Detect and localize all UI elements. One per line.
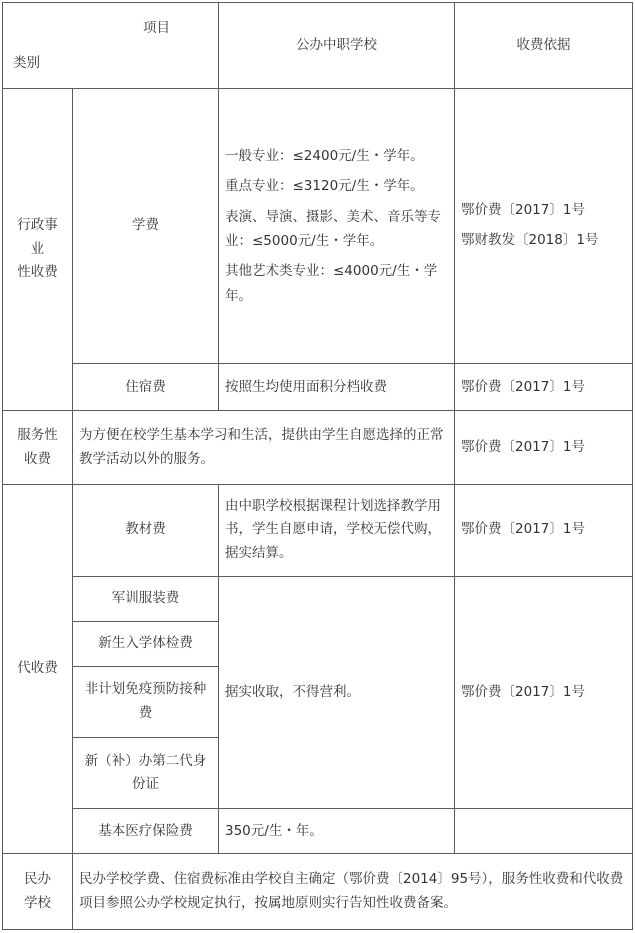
tuition-label: 学费	[73, 88, 219, 364]
agency-item-health-check: 新生入学体检费	[73, 621, 219, 666]
textbook-basis: 鄂价费〔2017〕1号	[455, 484, 633, 576]
category-service-line: 服务性	[17, 426, 58, 443]
tuition-basis	[455, 88, 633, 364]
tuition-basis-line: 鄂财教发〔2018〕1号	[461, 232, 599, 249]
category-private-line: 学校	[24, 894, 51, 911]
accommodation-standard: 按照生均使用面积分档收费	[219, 364, 455, 411]
header-diagonal-cell	[3, 3, 219, 89]
header-public-school: 公办中职学校	[219, 3, 455, 89]
agency-item-military-uniform: 军训服装费	[73, 576, 219, 621]
header-category-label: 类别	[13, 55, 40, 72]
category-private-line: 民办	[24, 871, 51, 888]
private-description: 民办学校学费、住宿费标准由学校自主确定（鄂价费〔2014〕95号），服务性收费和代收费项目参照公办学校规定执行，按属地原则实行告知性收费备案。	[73, 854, 633, 930]
category-administrative	[3, 88, 73, 411]
tuition-standard-item: 表演、导演、摄影、美术、音乐等专业：≤5000元/生・学年。	[225, 208, 441, 250]
insurance-standard: 350元/生・年。	[219, 809, 455, 854]
agency-shared-standard: 据实收取，不得营利。	[219, 576, 455, 809]
tuition-basis-line: 鄂价费〔2017〕1号	[461, 202, 585, 219]
insurance-basis	[455, 809, 633, 854]
private-row	[3, 854, 633, 930]
category-private	[3, 854, 73, 930]
category-service-line: 收费	[24, 450, 51, 467]
tuition-standard-item: 一般专业：≤2400元/生・学年。	[225, 148, 424, 165]
category-service	[3, 411, 73, 485]
textbook-standard: 由中职学校根据课程计划选择教学用书，学生自愿申请，学校无偿代购，据实结算。	[219, 484, 455, 576]
tuition-standards	[219, 88, 455, 364]
tuition-standard-item: 重点专业：≤3120元/生・学年。	[225, 178, 424, 195]
tuition-row	[3, 88, 633, 364]
service-description: 为方便在校学生基本学习和生活，提供由学生自愿选择的正常教学活动以外的服务。	[73, 411, 455, 485]
category-administrative-line: 行政事	[17, 217, 58, 234]
header-item-label: 项目	[143, 20, 170, 36]
service-basis: 鄂价费〔2017〕1号	[455, 411, 633, 485]
agency-item-id-card: 新（补）办第二代身份证	[73, 737, 219, 808]
accommodation-row	[3, 364, 633, 411]
category-agency: 代收费	[3, 484, 73, 854]
fee-standards-table	[2, 2, 633, 930]
service-row	[3, 411, 633, 485]
accommodation-basis: 鄂价费〔2017〕1号	[455, 364, 633, 411]
category-administrative-line: 业	[30, 240, 45, 257]
category-administrative-line: 性收费	[17, 264, 58, 281]
header-row	[3, 3, 633, 89]
header-basis: 收费依据	[455, 3, 633, 89]
agency-shared-basis: 鄂价费〔2017〕1号	[455, 576, 633, 809]
textbook-label: 教材费	[73, 484, 219, 576]
agency-item-row	[3, 576, 633, 621]
agency-item-vaccination: 非计划免疫预防接种费	[73, 666, 219, 737]
tuition-standard-item: 其他艺术类专业：≤4000元/生・学年。	[225, 263, 438, 304]
textbook-row	[3, 484, 633, 576]
insurance-row	[3, 809, 633, 854]
accommodation-label: 住宿费	[73, 364, 219, 411]
insurance-label: 基本医疗保险费	[73, 809, 219, 854]
